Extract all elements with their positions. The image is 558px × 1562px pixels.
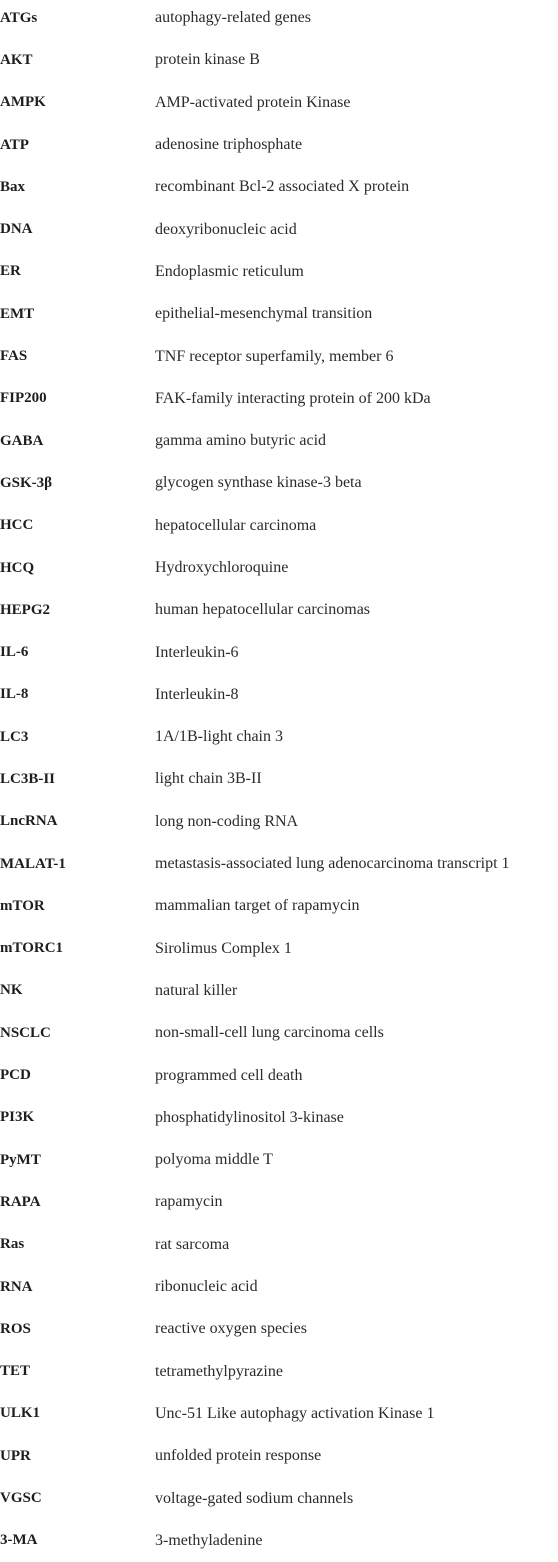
abbreviation-row xyxy=(0,1181,558,1223)
abbreviation-term: mTOR xyxy=(0,897,45,914)
abbreviation-definition: glycogen synthase kinase-3 beta xyxy=(155,474,362,492)
abbreviation-term: HEPG2 xyxy=(0,601,51,618)
abbreviation-row xyxy=(0,39,558,81)
abbreviation-term: Ras xyxy=(0,1236,25,1253)
abbreviation-row xyxy=(0,1477,558,1519)
abbreviation-definition: phosphatidylinositol 3-kinase xyxy=(155,1108,344,1126)
abbreviation-row xyxy=(0,82,558,124)
abbreviation-row xyxy=(0,1351,558,1393)
abbreviation-definition: non-small-cell lung carcinoma cells xyxy=(155,1024,384,1042)
abbreviation-definition: unfolded protein response xyxy=(155,1447,322,1465)
abbreviation-row xyxy=(0,547,558,589)
abbreviation-term: PCD xyxy=(0,1067,31,1084)
abbreviation-definition: natural killer xyxy=(155,981,238,999)
abbreviation-row xyxy=(0,716,558,758)
abbreviation-row xyxy=(0,970,558,1012)
abbreviation-definition: human hepatocellular carcinomas xyxy=(155,601,371,619)
abbreviation-term: PyMT xyxy=(0,1151,41,1168)
abbreviation-definition: hepatocellular carcinoma xyxy=(155,516,317,534)
abbreviation-definition: AMP-activated protein Kinase xyxy=(155,93,351,111)
abbreviation-term: ATP xyxy=(0,136,29,153)
abbreviation-definition: epithelial-mesenchymal transition xyxy=(155,305,373,323)
abbreviation-definition: reactive oxygen species xyxy=(155,1320,307,1338)
abbreviation-row xyxy=(0,843,558,885)
abbreviation-definition: Unc-51 Like autophagy activation Kinase 1 xyxy=(155,1404,435,1422)
abbreviation-term: MALAT-1 xyxy=(0,855,66,872)
abbreviation-row xyxy=(0,505,558,547)
abbreviation-row xyxy=(0,1266,558,1308)
abbreviation-definition: deoxyribonucleic acid xyxy=(155,220,297,238)
abbreviation-row xyxy=(0,801,558,843)
abbreviation-definition: rat sarcoma xyxy=(155,1235,230,1253)
abbreviation-row xyxy=(0,1054,558,1096)
abbreviation-definition: autophagy-related genes xyxy=(155,9,311,27)
abbreviation-row xyxy=(0,124,558,166)
abbreviation-term: ER xyxy=(0,263,21,280)
abbreviation-row xyxy=(0,589,558,631)
abbreviation-definition: gamma amino butyric acid xyxy=(155,432,327,450)
abbreviation-definition: TNF receptor superfamily, member 6 xyxy=(155,347,394,365)
abbreviation-row xyxy=(0,166,558,208)
abbreviation-term: ROS xyxy=(0,1320,31,1337)
abbreviation-definition: protein kinase B xyxy=(155,51,260,69)
abbreviation-definition: Interleukin-6 xyxy=(155,643,239,661)
abbreviation-row xyxy=(0,462,558,504)
abbreviation-definition: Sirolimus Complex 1 xyxy=(155,939,292,957)
abbreviation-definition: mammalian target of rapamycin xyxy=(155,897,360,915)
abbreviation-definition: 3-methyladenine xyxy=(155,1531,263,1549)
abbreviation-definition: voltage-gated sodium channels xyxy=(155,1489,354,1507)
abbreviation-term: AMPK xyxy=(0,94,46,111)
abbreviation-row xyxy=(0,1393,558,1435)
abbreviation-term: LncRNA xyxy=(0,813,58,830)
abbreviation-definition: adenosine triphosphate xyxy=(155,136,303,154)
abbreviation-definition: polyoma middle T xyxy=(155,1151,273,1169)
abbreviation-definition: Endoplasmic reticulum xyxy=(155,262,304,280)
abbreviation-row xyxy=(0,1308,558,1350)
abbreviation-definition: light chain 3B-II xyxy=(155,770,262,788)
abbreviation-row xyxy=(0,631,558,673)
abbreviation-term: ULK1 xyxy=(0,1405,41,1422)
abbreviation-definition: recombinant Bcl-2 associated X protein xyxy=(155,178,410,196)
abbreviation-row xyxy=(0,1097,558,1139)
abbreviation-term: PI3K xyxy=(0,1109,35,1126)
abbreviation-definition: tetramethylpyrazine xyxy=(155,1362,283,1380)
abbreviation-definition: rapamycin xyxy=(155,1193,223,1211)
abbreviation-term: DNA xyxy=(0,221,33,238)
abbreviation-term: Bax xyxy=(0,178,26,195)
abbreviation-row xyxy=(0,420,558,462)
abbreviation-row xyxy=(0,885,558,927)
abbreviation-term: AKT xyxy=(0,51,33,68)
abbreviation-row xyxy=(0,758,558,800)
abbreviation-term: IL-8 xyxy=(0,686,29,703)
abbreviation-row xyxy=(0,1012,558,1054)
abbreviation-term: HCC xyxy=(0,517,34,534)
abbreviation-term: FAS xyxy=(0,348,28,365)
abbreviation-term: VGSC xyxy=(0,1490,42,1507)
abbreviation-row xyxy=(0,0,558,39)
abbreviation-term: IL-6 xyxy=(0,644,29,661)
abbreviation-row xyxy=(0,1139,558,1181)
abbreviation-row xyxy=(0,293,558,335)
abbreviation-term: 3-MA xyxy=(0,1532,38,1549)
abbreviation-term: LC3B-II xyxy=(0,770,56,787)
abbreviation-row xyxy=(0,674,558,716)
abbreviation-term: GSK-3β xyxy=(0,474,53,491)
abbreviation-term: NK xyxy=(0,982,23,999)
abbreviation-term: RAPA xyxy=(0,1193,41,1210)
abbreviation-definition: Interleukin-8 xyxy=(155,685,239,703)
abbreviation-definition: metastasis-associated lung adenocarcinoma transcript 1 xyxy=(155,855,510,873)
abbreviation-row xyxy=(0,378,558,420)
abbreviation-row xyxy=(0,251,558,293)
abbreviation-definition: ribonucleic acid xyxy=(155,1278,258,1296)
abbreviation-definition: 1A/1B-light chain 3 xyxy=(155,728,283,746)
abbreviation-row xyxy=(0,928,558,970)
abbreviation-row xyxy=(0,1224,558,1266)
abbreviation-term: ATGs xyxy=(0,9,38,26)
abbreviation-term: HCQ xyxy=(0,559,35,576)
abbreviation-definition: long non-coding RNA xyxy=(155,812,299,830)
abbreviation-term: TET xyxy=(0,1363,31,1380)
abbreviation-term: mTORC1 xyxy=(0,940,64,957)
abbreviation-term: GABA xyxy=(0,432,44,449)
abbreviation-definition: Hydroxychloroquine xyxy=(155,559,289,576)
abbreviation-row xyxy=(0,1435,558,1477)
abbreviation-term: EMT xyxy=(0,305,35,322)
abbreviation-term: FIP200 xyxy=(0,390,47,407)
abbreviation-definition: FAK-family interacting protein of 200 kDa xyxy=(155,389,431,407)
abbreviation-term: LC3 xyxy=(0,728,29,745)
abbreviation-row xyxy=(0,208,558,250)
abbreviation-row xyxy=(0,335,558,377)
abbreviation-definition: programmed cell death xyxy=(155,1066,303,1084)
abbreviation-term: NSCLC xyxy=(0,1024,51,1041)
abbreviation-term: RNA xyxy=(0,1278,33,1295)
abbreviation-term: UPR xyxy=(0,1447,31,1464)
